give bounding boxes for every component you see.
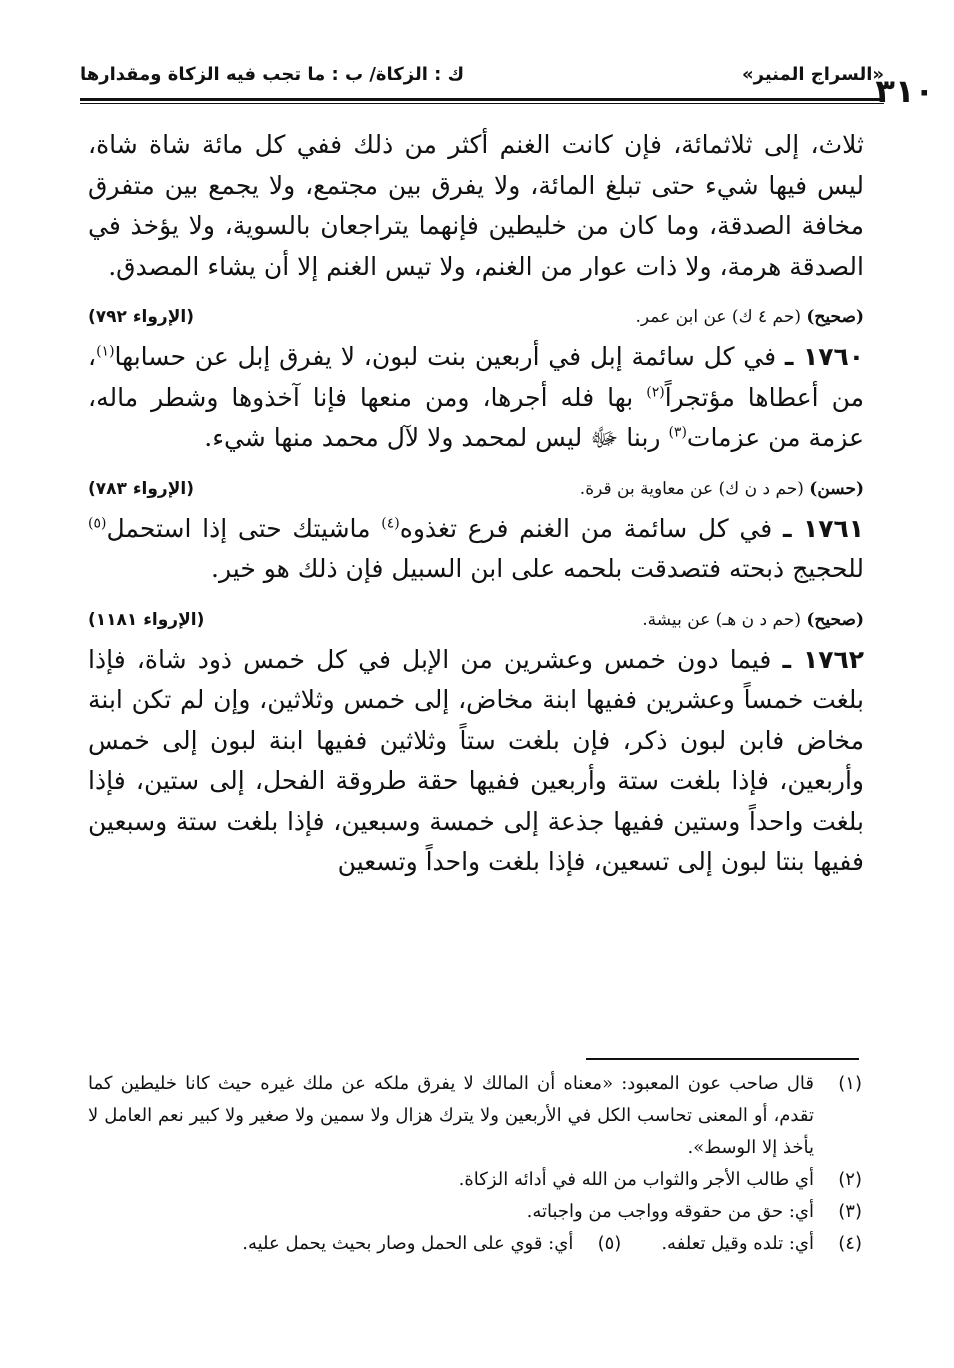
footnote-number: (٤) [838, 1233, 862, 1254]
footnote-marker: (٥) [88, 515, 107, 532]
source-line [88, 469, 864, 499]
footnote-text: قال صاحب عون المعبود: «معناه أن المالك لا يفرق ملكه عن ملك غيره حيث كانا خليطين كما تقدم، أو المعنى تحاسب الكل في الأربعين ولا يترك هزال ولا سمين ولا صغير ولا كبير نعم العامل لا يأخذ إلا الوسط». [88, 1073, 814, 1158]
footnote-marker: (٤) [381, 515, 400, 532]
footnote-divider [586, 1058, 859, 1060]
footnote-row [88, 1228, 862, 1260]
source-line [88, 600, 864, 630]
source-reference: (الإرواء ٧٨٣) [88, 478, 194, 499]
hadith-text: ، من أعطاها مؤتجراً [88, 342, 865, 412]
main-text [88, 125, 864, 883]
hadith-1760 [88, 337, 864, 459]
footnote-marker: (٣) [668, 424, 687, 441]
book-title: «السراج المنير» [742, 64, 884, 85]
footnote-number: (١) [838, 1073, 862, 1094]
chapter-title: ك : الزكاة/ ب : ما تجب فيه الزكاة ومقدارها [80, 64, 465, 85]
footnote-text: أي: قوي على الحمل وصار بحيث يحمل عليه. [242, 1233, 574, 1254]
hadith-number: ١٧٦١ ـ [782, 513, 864, 543]
footnote [242, 1228, 621, 1260]
hadith-text: فيما دون خمس وعشرين من الإبل في كل خمس ذود شاة، فإذا بلغت خمساً وعشرين ففيها ابنة مخاض، إلى خمس وثلاثين، وإن لم تكن ابنة مخاض فابن لبون ذكر، فإن بلغت ستاً وثلاثين ففيها ابنة لبون إلى خمس وأربعين، فإذا بلغت ستة وأربعين ففيها حقة طروقة الفحل، إلى ستين، فإذا بلغت واحداً وستين ففيها جذعة إلى خمسة وسبعين، فإذا بلغت ستة وسبعين ففيها بنتا لبون إلى تسعين، فإذا بلغت واحداً وتسعين [88, 644, 864, 876]
source-attribution [642, 600, 864, 641]
footnote-text: أي: حق من حقوقه وواجب من واجباته. [526, 1201, 814, 1222]
hadith-text: في كل سائمة إبل في أربعين بنت لبون، لا يفرق إبل عن حسابها [114, 342, 785, 371]
page-header [80, 52, 934, 110]
footnote-number: (٥) [597, 1233, 622, 1254]
footnote [88, 1068, 862, 1164]
footnote-number: (٣) [838, 1201, 862, 1222]
footnote-marker: (١) [96, 343, 115, 360]
footnote [661, 1228, 862, 1260]
hadith-text: ماشيتك حتى إذا استحمل [106, 513, 382, 543]
hadith-grade: (صحيح) [806, 307, 864, 327]
source-line [88, 297, 864, 327]
source-text: (حم د ن ك) عن معاوية بن قرة. [579, 478, 810, 499]
footnotes [88, 1068, 862, 1260]
footnote [88, 1164, 862, 1196]
header-rule [80, 98, 884, 101]
footnote-number: (٢) [838, 1169, 862, 1190]
hadith-1762 [88, 640, 864, 883]
source-reference: (الإرواء ٧٩٢) [88, 307, 194, 327]
hadith-text: في كل سائمة من الغنم فرع تغذوه [399, 513, 783, 543]
hadith-number: ١٧٦٢ ـ [782, 644, 865, 674]
intro-paragraph: ثلاث، إلى ثلاثمائة، فإن كانت الغنم أكثر من ذلك ففي كل مائة شاة شاة، ليس فيها شيء حتى تبلغ المائة، ولا يفرق بين مجتمع، ولا يجمع بين متفرق مخافة الصدقة، وما كان من خليطين فإنهما يتراجعان بالسوية، ولا يؤخذ في الصدقة هرمة، ولا ذات عوار من الغنم، ولا تيس الغنم إلا أن يشاء المصدق. [88, 130, 864, 281]
hadith-text: بها فله أجرها، ومن منعها فإنا آخذوها وشطر ماله، عزمة من عزمات [88, 382, 864, 452]
footnote-text: أي طالب الأجر والثواب من الله في أدائه الزكاة. [458, 1169, 814, 1190]
hadith-text: ربنا ﷻ ليس لمحمد ولا لآل محمد منها شيء. [204, 423, 669, 452]
hadith-text: للحجيج ذبحته فتصدقت بلحمه على ابن السبيل فإن ذلك هو خير. [211, 554, 864, 583]
hadith-grade: (حسن) [809, 478, 864, 499]
footnote [88, 1196, 862, 1228]
source-attribution [580, 469, 864, 510]
source-text: (حم ٤ ك) عن ابن عمر. [635, 307, 807, 327]
source-reference: (الإرواء ١١٨١) [88, 609, 205, 630]
page-number: ٣١٠ [875, 72, 934, 110]
hadith-1761 [88, 509, 864, 590]
footnote-marker: (٢) [646, 384, 665, 401]
footnote-text: أي: تلده وقيل تعلفه. [661, 1233, 814, 1254]
hadith-grade: (صحيح) [806, 609, 864, 630]
hadith-number: ١٧٦٠ ـ [784, 342, 864, 371]
header-rule-thin [80, 103, 884, 104]
source-text: (حم د ن هـ) عن بيشة. [642, 609, 807, 630]
source-attribution [635, 297, 864, 338]
